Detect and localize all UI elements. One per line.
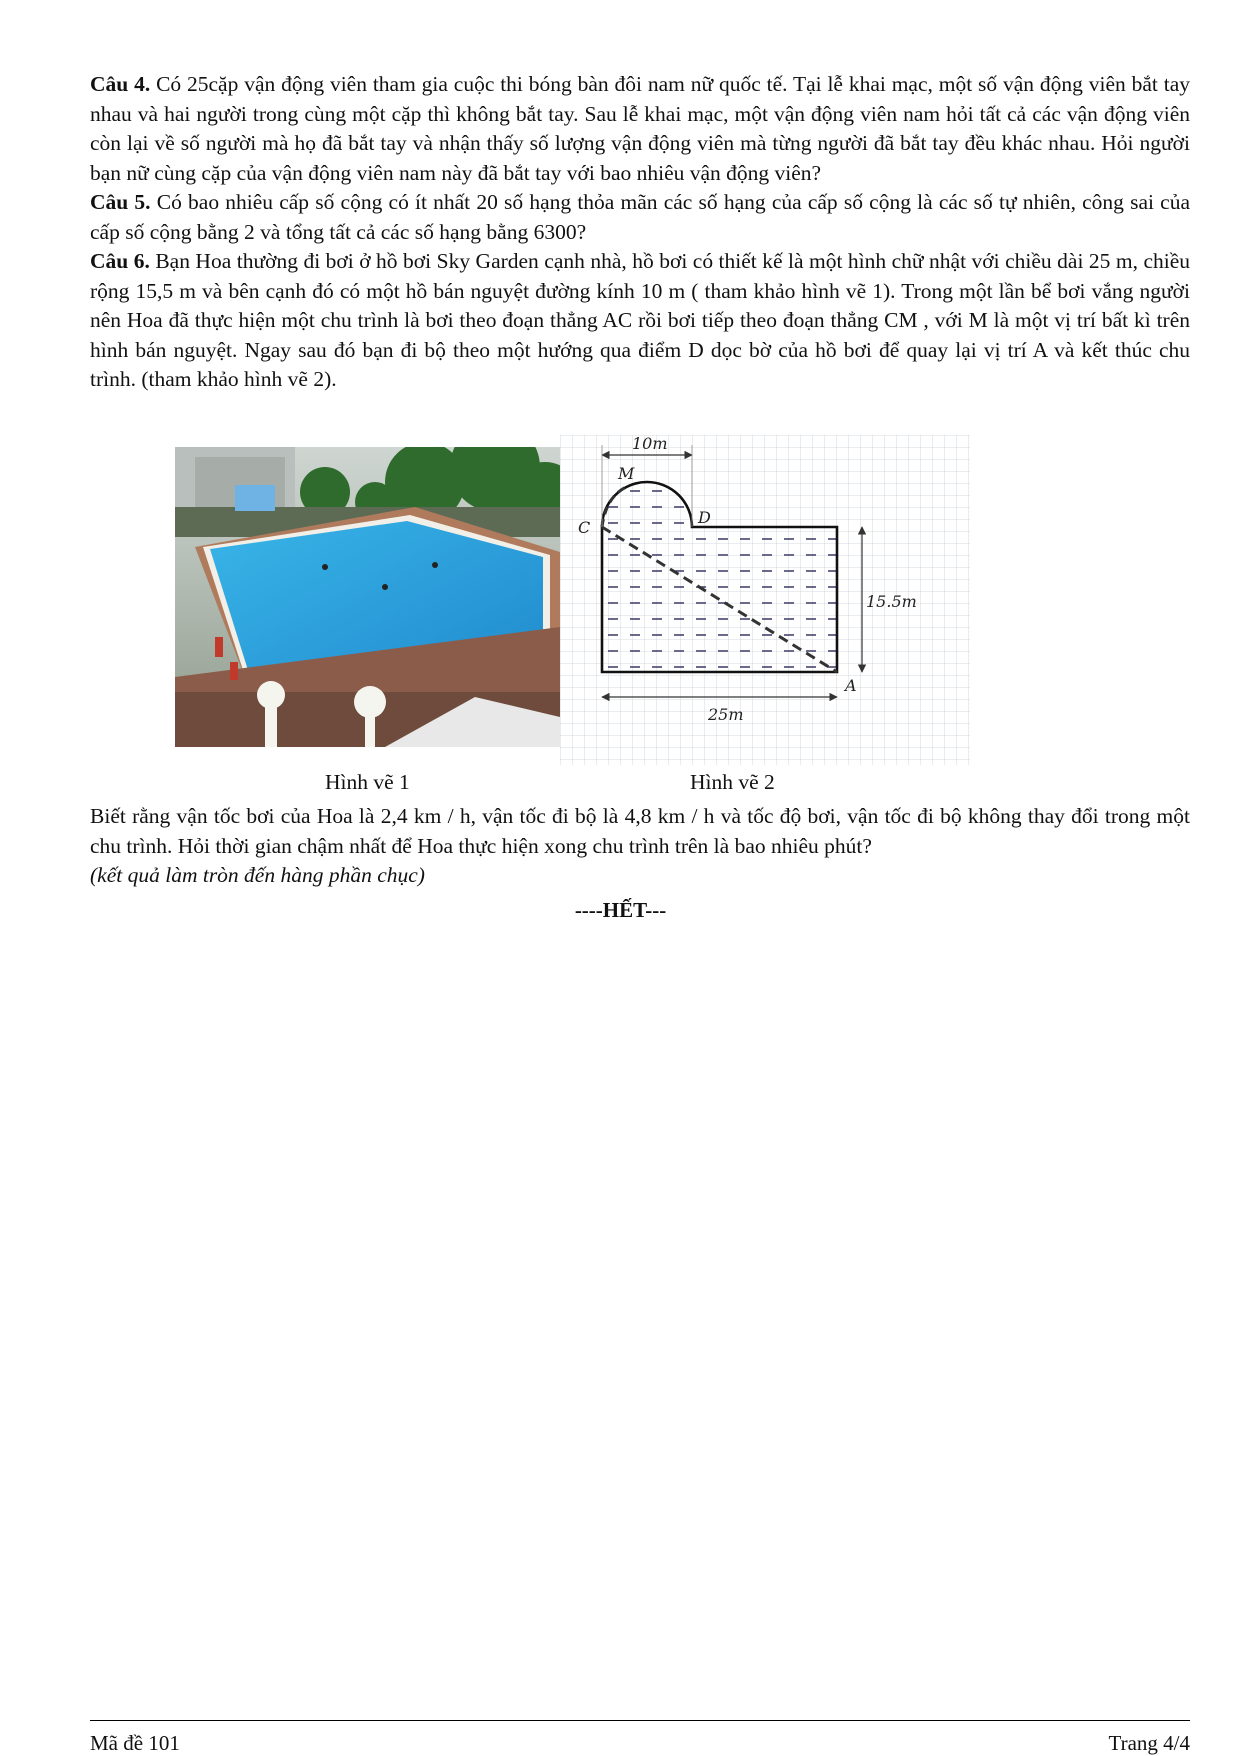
label-10m: 10m bbox=[632, 435, 668, 453]
question-6-continuation bbox=[90, 802, 1190, 891]
end-mark: ----HẾT--- bbox=[574, 898, 667, 922]
question-5-text: Có bao nhiêu cấp số cộng có ít nhất 20 số hạng thỏa mãn các số hạng của cấp số cộng là các số tự nhiên, công sai của cấp số cộng bằng 2 và tổng tất cả các số hạng bằng 6300? bbox=[90, 190, 1191, 244]
caption-figure-1: Hình vẽ 1 bbox=[325, 770, 410, 794]
question-6 bbox=[90, 247, 1190, 395]
page-footer bbox=[90, 1720, 1190, 1756]
question-4-label: Câu 4. bbox=[90, 72, 151, 96]
point-c-label: C bbox=[578, 518, 591, 537]
figures bbox=[175, 435, 975, 767]
pool-photo bbox=[175, 447, 560, 747]
question-6-tail-text: Biết rằng vận tốc bơi của Hoa là 2,4 km / h, vận tốc đi bộ là 4,8 km / h và tốc độ bơi, vận tốc đi bộ không thay đổi trong một chu trình. Hỏi thời gian chậm nhất để Hoa thực hiện xong chu trình trên là bao nhiêu phút? bbox=[90, 804, 1190, 858]
point-m-label: M bbox=[618, 464, 635, 483]
point-a-label: A bbox=[845, 676, 857, 695]
exam-code: Mã đề 101 bbox=[90, 1731, 180, 1755]
rounding-note: (kết quả làm tròn đến hàng phần chục) bbox=[90, 863, 425, 887]
question-4-text: Có 25cặp vận động viên tham gia cuộc thi bóng bàn đôi nam nữ quốc tế. Tại lễ khai mạc, một số vận động viên bắt tay nhau và hai người trong cùng một cặp thì không bắt tay. Sau lễ khai mạc, một vận động viên nam hỏi tất cả các vận động viên còn lại về số người mà họ đã bắt tay và nhận thấy số lượng vận động viên mà từng người đã bắt tay đều khác nhau. Hỏi người bạn nữ cùng cặp của vận động viên nam này đã bắt tay với bao nhiêu vận động viên? bbox=[90, 72, 1190, 185]
point-d-label: D bbox=[698, 508, 711, 527]
question-5 bbox=[90, 188, 1190, 247]
label-15-5m: 15.5m bbox=[866, 592, 917, 611]
question-6-label: Câu 6. bbox=[90, 249, 150, 273]
caption-figure-2: Hình vẽ 2 bbox=[690, 770, 775, 794]
question-4 bbox=[90, 70, 1190, 188]
questions bbox=[90, 70, 1190, 395]
pool-diagram bbox=[560, 435, 970, 765]
page-number: Trang 4/4 bbox=[1108, 1731, 1190, 1755]
question-6-text: Bạn Hoa thường đi bơi ở hồ bơi Sky Garden cạnh nhà, hồ bơi có thiết kế là một hình chữ nhật với chiều dài 25 m, chiều rộng 15,5 m và bên cạnh đó có một hồ bán nguyệt đường kính 10 m ( tham khảo hình vẽ 1). Trong một lần bể bơi vắng người nên Hoa đã thực hiện một chu trình là bơi theo đoạn thẳng AC rồi bơi tiếp theo đoạn thẳng CM , với M là một vị trí bất kì trên hình bán nguyệt. Ngay sau đó bạn đi bộ theo một hướng qua điểm D dọc bờ của hồ bơi để quay lại vị trí A và kết thúc chu trình. (tham khảo hình vẽ 2). bbox=[90, 249, 1191, 391]
label-25m: 25m bbox=[708, 705, 744, 724]
question-5-label: Câu 5. bbox=[90, 190, 151, 214]
